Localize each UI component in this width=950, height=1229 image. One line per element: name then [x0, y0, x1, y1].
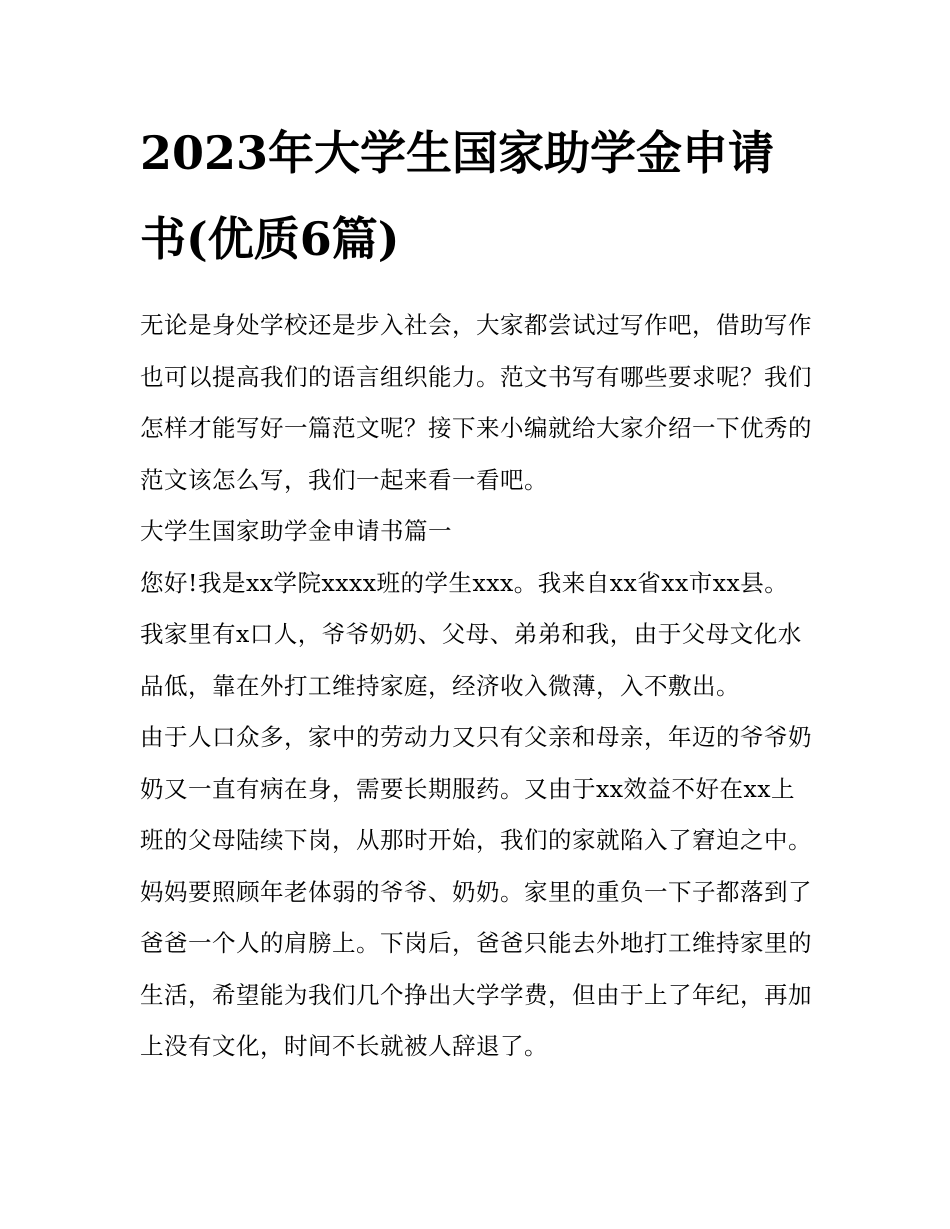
document-page: [140, 110, 812, 1073]
document-title: 2023年大学生国家助学金申请书(优质6篇): [140, 126, 775, 266]
intro-paragraph: 无论是身处学校还是步入社会，大家都尝试过写作吧，借助写作也可以提高我们的语言组织能力。范文书写有哪些要求呢？我们怎样才能写好一篇范文呢？接下来小编就给大家介绍一下优秀的范文该怎么写，我们一起来看一看吧。: [140, 311, 812, 494]
body-paragraph: 您好!我是xx学院xxxx班的学生xxx。我来自xx省xx市xx县。我家里有x口人，爷爷奶奶、父母、弟弟和我，由于父母文化水品低，靠在外打工维持家庭，经济收入微薄，入不敷出。: [140, 568, 802, 700]
body-paragraph: 由于人口众多，家中的劳动力又只有父亲和母亲，年迈的爷爷奶奶又一直有病在身，需要长期服药。又由于xx效益不好在xx上班的父母陆续下岗，从那时开始，我们的家就陷入了窘迫之中。妈妈要照顾年老体弱的爷爷、奶奶。家里的重负一下子都落到了爸爸一个人的肩膀上。下岗后，爸爸只能去外地打工维持家里的生活，希望能为我们几个挣出大学学费，但由于上了年纪，再加上没有文化，时间不长就被人辞退了。: [140, 723, 812, 1060]
section-heading: 大学生国家助学金申请书篇一: [140, 517, 452, 545]
